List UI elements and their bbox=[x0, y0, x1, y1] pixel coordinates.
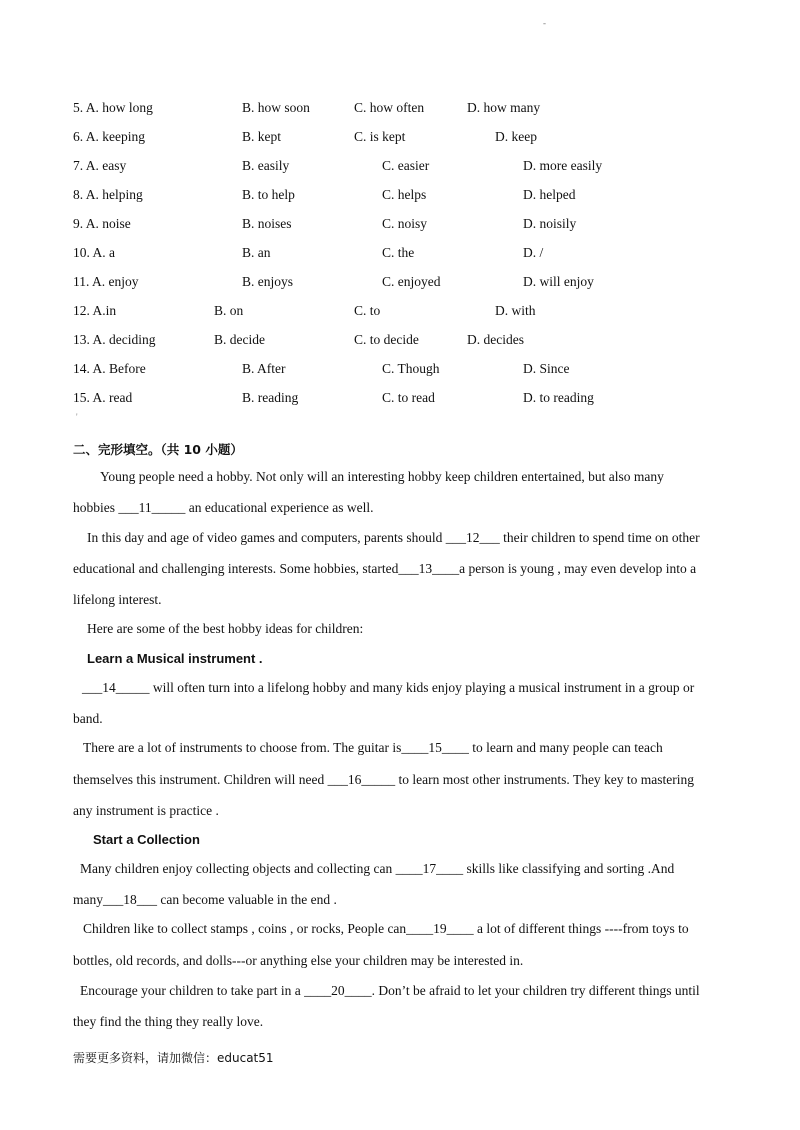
section-heading: Learn a Musical instrument . bbox=[87, 651, 263, 666]
option-b: B. an bbox=[242, 245, 271, 260]
option-d: D. to reading bbox=[523, 390, 594, 405]
passage-line: they find the thing they really love. bbox=[73, 1014, 264, 1029]
option-b: B. reading bbox=[242, 390, 299, 405]
passage-line: hobbies ___11_____ an educational experience as well. bbox=[73, 500, 374, 515]
option-d: D. with bbox=[495, 303, 536, 318]
option-d: D. more easily bbox=[523, 158, 603, 173]
option-a: 14. A. Before bbox=[73, 361, 146, 376]
footer-note: 需要更多资料，请加微信：educat51 bbox=[73, 1051, 274, 1065]
passage-line: any instrument is practice . bbox=[73, 803, 219, 818]
option-c: C. easier bbox=[382, 158, 430, 173]
option-c: C. the bbox=[382, 245, 415, 260]
option-d: D. how many bbox=[467, 100, 541, 115]
passage-line: ___14_____ will often turn into a lifelong hobby and many kids enjoy playing a musical instrument in a group or bbox=[82, 680, 695, 695]
passage-line: band. bbox=[73, 711, 103, 726]
passage-line: lifelong interest. bbox=[73, 592, 162, 607]
option-b: B. kept bbox=[242, 129, 281, 144]
passage-line: Encourage your children to take part in a ____20____. Don’t be afraid to let your children try different things until bbox=[80, 983, 700, 998]
option-a: 13. A. deciding bbox=[73, 332, 156, 347]
option-d: D. helped bbox=[523, 187, 576, 202]
option-c: C. Though bbox=[382, 361, 440, 376]
passage-line: themselves this instrument. Children will need ___16_____ to learn most other instruments. They key to mastering bbox=[73, 772, 695, 787]
option-a: 6. A. keeping bbox=[73, 129, 145, 144]
option-c: C. how often bbox=[354, 100, 425, 115]
option-c: C. enjoyed bbox=[382, 274, 441, 289]
option-d: D. Since bbox=[523, 361, 570, 376]
option-c: C. noisy bbox=[382, 216, 428, 231]
passage-line: In this day and age of video games and computers, parents should ___12___ their children to spend time on other bbox=[87, 530, 700, 545]
option-a: 9. A. noise bbox=[73, 216, 131, 231]
option-a: 5. A. how long bbox=[73, 100, 153, 115]
passage-line: Young people need a hobby. Not only will an interesting hobby keep children entertained, but also many bbox=[100, 469, 664, 484]
option-b: B. how soon bbox=[242, 100, 310, 115]
option-d: D. / bbox=[523, 245, 544, 260]
option-b: B. enjoys bbox=[242, 274, 294, 289]
option-c: C. to decide bbox=[354, 332, 419, 347]
passage-line: educational and challenging interests. Some hobbies, started___13____a person is young , may even develop into a bbox=[73, 561, 697, 576]
option-c: C. to read bbox=[382, 390, 435, 405]
option-a: 11. A. enjoy bbox=[73, 274, 139, 289]
option-d: D. will enjoy bbox=[523, 274, 594, 289]
option-b: B. noises bbox=[242, 216, 292, 231]
page-mark: - bbox=[543, 18, 546, 28]
option-b: B. to help bbox=[242, 187, 295, 202]
option-a: 10. A. a bbox=[73, 245, 115, 260]
option-a: 7. A. easy bbox=[73, 158, 127, 173]
option-c: C. to bbox=[354, 303, 381, 318]
option-a: 12. A.in bbox=[73, 303, 117, 318]
section-title: 二、完形填空。（共 10 小题） bbox=[73, 442, 243, 457]
option-b: B. easily bbox=[242, 158, 290, 173]
option-b: B. After bbox=[242, 361, 286, 376]
option-c: C. is kept bbox=[354, 129, 406, 144]
passage-line: Here are some of the best hobby ideas for children: bbox=[87, 621, 364, 636]
option-a: 15. A. read bbox=[73, 390, 133, 405]
passage-line: many___18___ can become valuable in the end . bbox=[73, 892, 337, 907]
option-b: B. on bbox=[214, 303, 244, 318]
passage-line: There are a lot of instruments to choose from. The guitar is____15____ to learn and many people can teach bbox=[83, 740, 663, 755]
paragraph-mark: ' bbox=[76, 412, 78, 422]
option-c: C. helps bbox=[382, 187, 427, 202]
passage-line: Many children enjoy collecting objects and collecting can ____17____ skills like classifying and sorting .And bbox=[80, 861, 675, 876]
passage-line: bottles, old records, and dolls---or anything else your children may be interested in. bbox=[73, 953, 524, 968]
option-d: D. noisily bbox=[523, 216, 577, 231]
option-b: B. decide bbox=[214, 332, 265, 347]
option-d: D. decides bbox=[467, 332, 524, 347]
section-heading: Start a Collection bbox=[93, 832, 200, 847]
passage-line: Children like to collect stamps , coins , or rocks, People can____19____ a lot of different things ----from toys to bbox=[83, 921, 689, 936]
option-a: 8. A. helping bbox=[73, 187, 143, 202]
option-d: D. keep bbox=[495, 129, 537, 144]
